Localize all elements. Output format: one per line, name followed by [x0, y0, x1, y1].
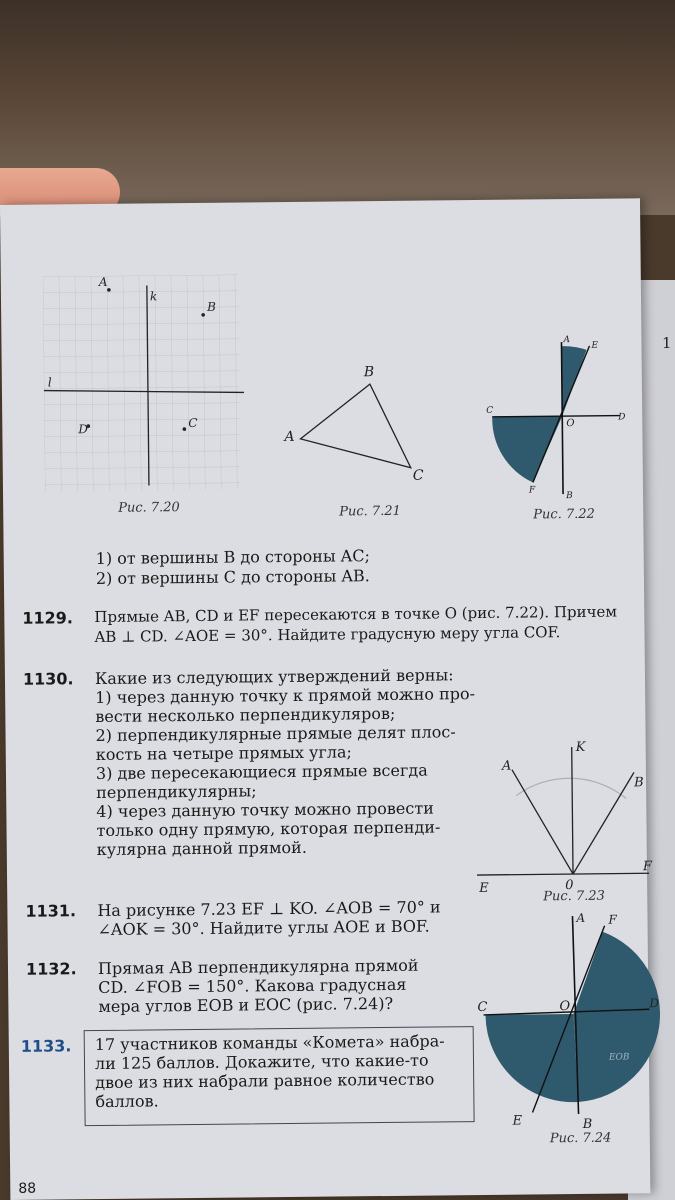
figure-7-22	[481, 333, 628, 505]
label-K: K	[575, 739, 586, 756]
problem-1128-item-2: 2) от вершины C до стороны AB.	[95, 566, 370, 589]
triangle-abc	[300, 384, 411, 469]
problem-1132-line-3: мера углов EOB и EOC (рис. 7.24)?	[98, 993, 394, 1017]
problem-1131-number: 1131.	[25, 901, 77, 921]
problem-1133-line-3: двое из них набрали равное количество	[95, 1069, 435, 1093]
problem-1130-line-3: вести несколько перпендикуляров;	[95, 703, 396, 727]
label-B: B	[207, 299, 216, 314]
problem-1130-line-6: 3) две пересекающиеся прямые всегда	[95, 760, 428, 784]
problem-1130-line-5: кость на четыре прямых угла;	[95, 742, 352, 765]
label-D: D	[78, 422, 89, 437]
label-k: k	[149, 289, 158, 304]
label-sector: EOB	[608, 1052, 630, 1063]
problem-1133-number: 1133.	[20, 1036, 72, 1056]
caption-7-21: Рис. 7.21	[339, 503, 401, 520]
caption-7-20: Рис. 7.20	[118, 500, 180, 516]
label-C: C	[477, 999, 488, 1016]
label-C: C	[412, 467, 424, 484]
problem-1131-line-1: На рисунке 7.23 EF ⊥ KO. ∠AOB = 70° и	[97, 897, 441, 921]
sector-cob	[486, 1014, 579, 1103]
label-A: A	[284, 428, 295, 446]
textbook-page	[0, 198, 660, 1200]
label-B: B	[566, 491, 573, 502]
problem-1130-line-2: 1) через данную точку к прямой можно про-	[95, 684, 476, 708]
label-O: 0	[565, 878, 574, 894]
label-l: l	[47, 375, 52, 390]
problem-1130-line-4: 2) перпендикулярные прямые делят плос-	[95, 722, 456, 746]
problem-1133-line-4: баллов.	[95, 1091, 159, 1112]
page-number: 88	[18, 1180, 37, 1197]
problem-1128-item-1: 1) от вершины B до стороны AC;	[95, 546, 371, 569]
label-D: D	[618, 412, 626, 423]
label-A: A	[98, 274, 108, 289]
line-cd	[492, 416, 620, 417]
ray-ob	[572, 772, 635, 874]
label-B: B	[634, 775, 644, 791]
problem-1133-line-2: ли 125 баллов. Докажите, что какие-то	[94, 1050, 429, 1074]
label-C: C	[486, 405, 494, 416]
label-E: E	[479, 880, 489, 897]
label-A: A	[501, 758, 512, 774]
problem-1133-line-1: 17 участников команды «Комета» набра-	[94, 1031, 445, 1055]
problem-1131-line-2: ∠AOK = 30°. Найдите углы AOE и BOF.	[97, 916, 430, 940]
problem-1130-line-1: Какие из следующих утверждений верны:	[94, 665, 454, 689]
label-F: F	[642, 859, 653, 875]
problem-1129-number: 1129.	[22, 608, 74, 628]
problem-1132-number: 1132.	[25, 959, 77, 979]
label-B: B	[582, 1116, 593, 1132]
ray-oa	[512, 769, 573, 875]
label-O: O	[566, 417, 575, 430]
sector-cof	[492, 416, 563, 483]
adjacent-page-number: 1	[662, 334, 672, 352]
label-C: C	[188, 415, 198, 431]
label-D: D	[649, 996, 660, 1011]
label-B: B	[363, 364, 375, 381]
problem-1132-line-1: Прямая AB перпендикулярна прямой	[97, 955, 419, 979]
figure-7-21	[282, 355, 433, 487]
line-ef	[477, 873, 649, 875]
arc-aob	[516, 778, 626, 800]
problem-1129-line-1: Прямые AB, CD и EF пересекаются в точке O (рис. 7.22). Причем	[94, 602, 618, 627]
problem-1129-line-2: AB ⊥ CD. ∠AOE = 30°. Найдите градусную меру угла COF.	[94, 623, 561, 647]
figure-7-24	[472, 910, 664, 1145]
caption-7-22: Рис. 7.22	[533, 506, 595, 523]
label-E: E	[591, 340, 599, 351]
problem-1130-line-8: 4) через данную точку можно провести	[96, 798, 434, 822]
label-F: F	[528, 485, 536, 496]
problem-1130-line-10: кулярна данной прямой.	[96, 837, 307, 860]
label-O: O	[559, 999, 571, 1015]
sector-fob	[573, 931, 661, 1102]
label-F: F	[608, 912, 617, 927]
ray-ok	[572, 747, 573, 874]
caption-7-24: Рис. 7.24	[549, 1130, 612, 1147]
caption-7-23: Рис. 7.23	[543, 888, 605, 905]
figure-7-20	[43, 274, 250, 501]
problem-1130-line-7: перпендикулярны;	[96, 781, 257, 803]
problem-1130-line-9: только одну прямую, которая перпенди-	[96, 817, 441, 841]
label-E: E	[512, 1113, 523, 1129]
label-A: A	[576, 910, 586, 926]
problem-1132-line-2: CD. ∠FOB = 150°. Какова градусная	[98, 974, 407, 998]
problem-1130-number: 1130.	[22, 669, 74, 689]
label-A: A	[563, 335, 570, 346]
